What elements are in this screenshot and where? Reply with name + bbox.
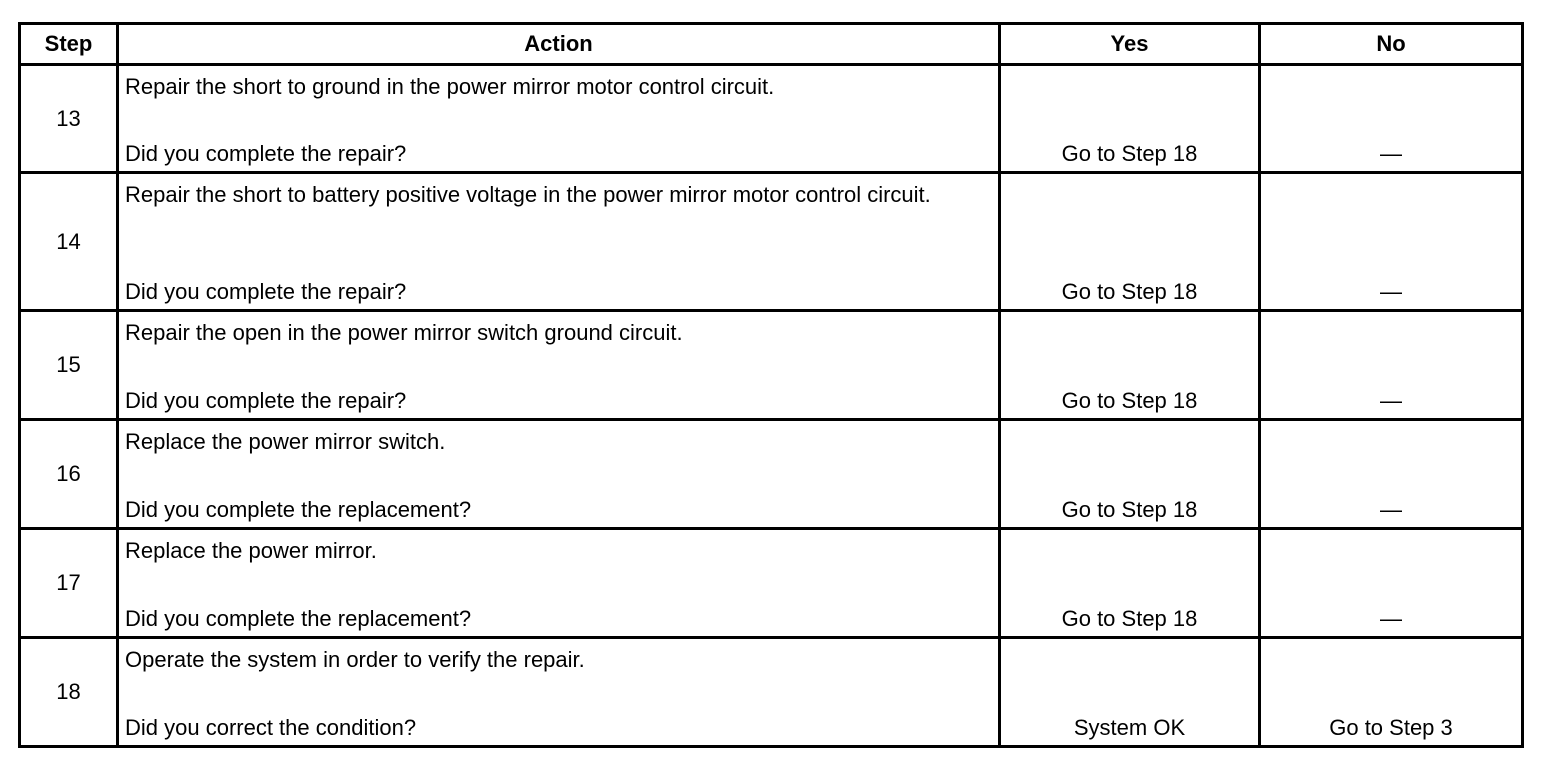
no-cell: [1260, 638, 1523, 747]
yes-cell: [1000, 65, 1260, 173]
action-question: Did you complete the repair?: [125, 141, 407, 166]
no-result: —: [1380, 279, 1402, 304]
table-row: [20, 529, 1523, 638]
action-question: Did you complete the replacement?: [125, 606, 472, 631]
header-step: Step: [20, 24, 118, 65]
action-instruction: Replace the power mirror switch.: [125, 429, 446, 454]
no-result: —: [1380, 141, 1402, 166]
no-result: —: [1380, 497, 1402, 522]
action-instruction: Operate the system in order to verify the repair.: [125, 647, 585, 672]
header-yes: Yes: [1000, 24, 1260, 65]
action-question: Did you complete the replacement?: [125, 497, 472, 522]
action-cell: [118, 311, 1000, 420]
table-row: [20, 65, 1523, 173]
yes-result: Go to Step 18: [1061, 279, 1198, 304]
action-cell: [118, 173, 1000, 311]
action-cell: [118, 420, 1000, 529]
step-number: 16: [20, 420, 118, 529]
action-instruction: Repair the open in the power mirror switch ground circuit.: [125, 320, 683, 345]
action-instruction: Repair the short to ground in the power mirror motor control circuit.: [125, 74, 775, 99]
action-question: Did you correct the condition?: [125, 715, 417, 740]
no-result: —: [1380, 606, 1402, 631]
step-number: 18: [20, 638, 118, 747]
table-row: [20, 638, 1523, 747]
yes-cell: [1000, 311, 1260, 420]
table-row: [20, 420, 1523, 529]
step-number: 15: [20, 311, 118, 420]
header-action: Action: [118, 24, 1000, 65]
header-no: No: [1260, 24, 1523, 65]
action-cell: [118, 638, 1000, 747]
header-row: [20, 24, 1523, 65]
no-cell: [1260, 529, 1523, 638]
step-number: 17: [20, 529, 118, 638]
yes-result: System OK: [1073, 715, 1186, 740]
yes-result: Go to Step 18: [1061, 388, 1198, 413]
action-cell: [118, 529, 1000, 638]
no-result: —: [1380, 388, 1402, 413]
yes-cell: [1000, 173, 1260, 311]
diagnostic-table: [18, 22, 1524, 748]
no-cell: [1260, 420, 1523, 529]
no-cell: [1260, 173, 1523, 311]
yes-result: Go to Step 18: [1061, 497, 1198, 522]
yes-cell: [1000, 638, 1260, 747]
step-number: 13: [20, 65, 118, 173]
yes-result: Go to Step 18: [1061, 606, 1198, 631]
table-row: [20, 311, 1523, 420]
yes-result: Go to Step 18: [1061, 141, 1198, 166]
yes-cell: [1000, 529, 1260, 638]
action-instruction: Repair the short to battery positive voltage in the power mirror motor control circuit.: [125, 182, 931, 207]
table-row: [20, 173, 1523, 311]
no-result: Go to Step 3: [1329, 715, 1453, 740]
action-question: Did you complete the repair?: [125, 279, 407, 304]
no-cell: [1260, 311, 1523, 420]
action-cell: [118, 65, 1000, 173]
yes-cell: [1000, 420, 1260, 529]
no-cell: [1260, 65, 1523, 173]
action-instruction: Replace the power mirror.: [125, 538, 377, 563]
action-question: Did you complete the repair?: [125, 388, 407, 413]
step-number: 14: [20, 173, 118, 311]
